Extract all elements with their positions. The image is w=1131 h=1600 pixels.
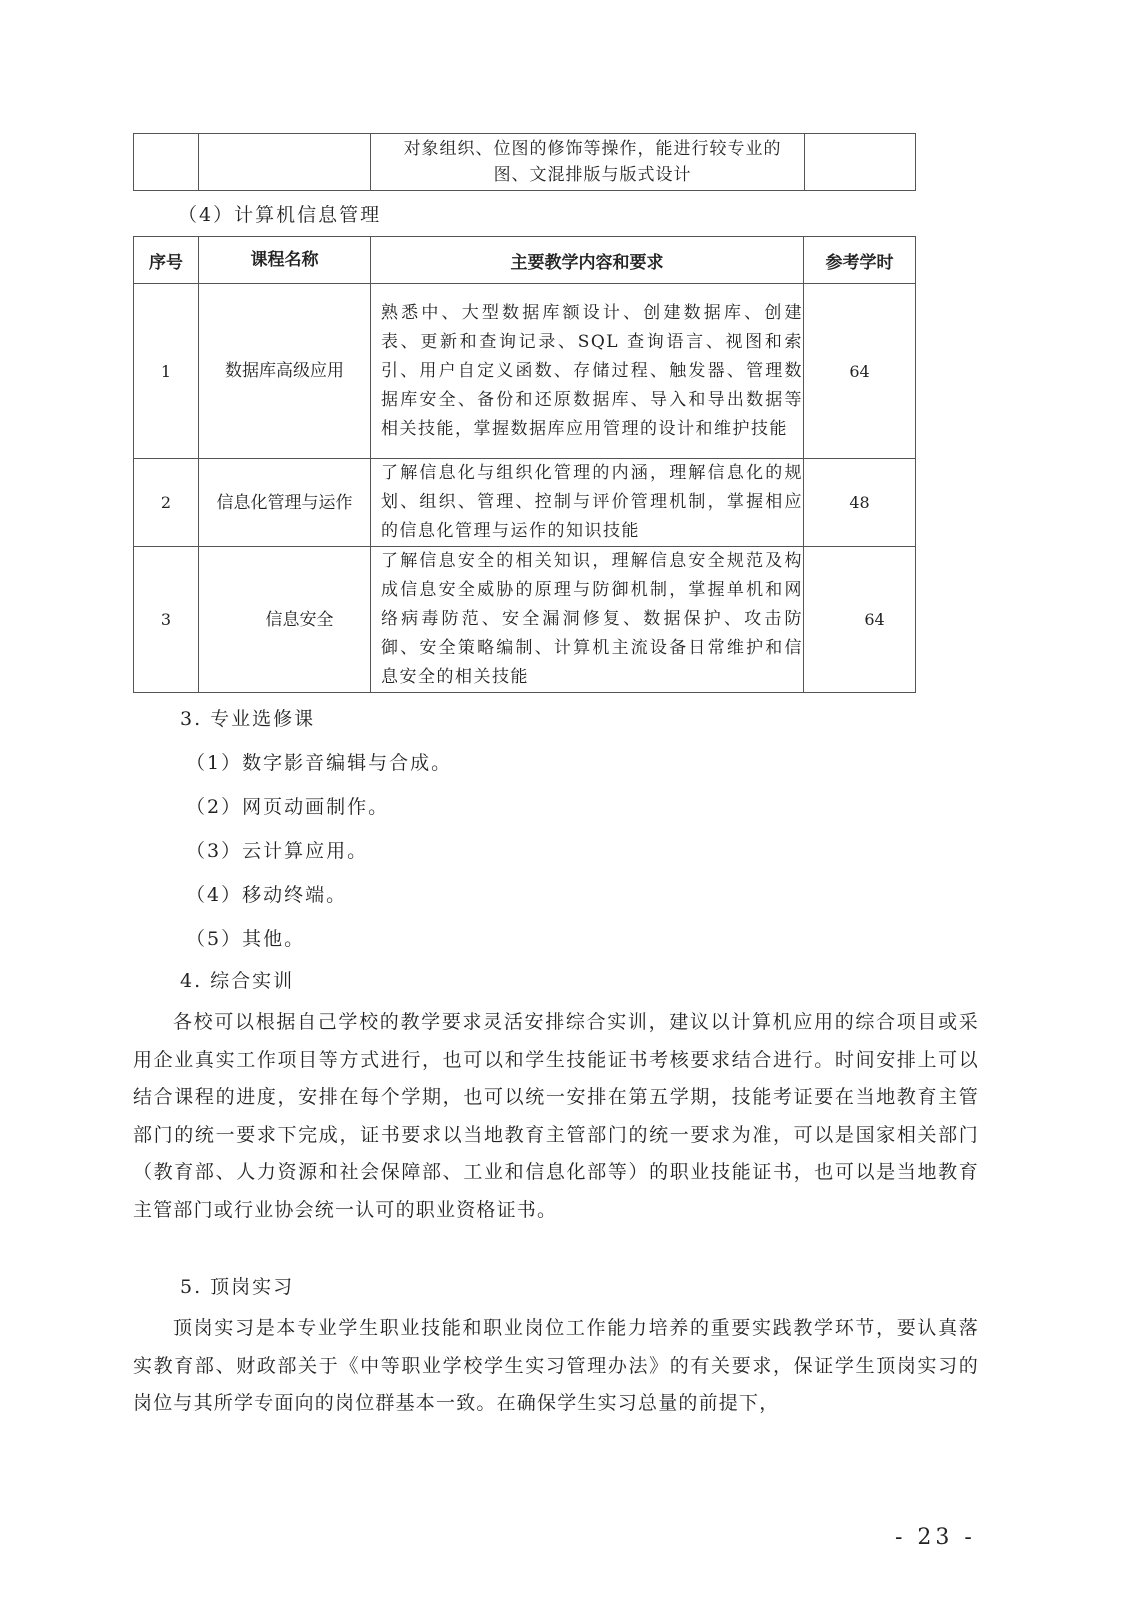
cell-hours: 64 xyxy=(804,284,916,459)
header-name: 课程名称 xyxy=(199,237,371,284)
cell-hours xyxy=(804,134,915,191)
elective-item: （4）移动终端。 xyxy=(186,884,348,906)
cell-no: 3 xyxy=(134,547,199,693)
cell-desc: 熟悉中、大型数据库额设计、创建数据库、创建表、更新和查询记录、SQL 查询语言、视图和索引、用户自定义函数、存储过程、触发器、管理数据库安全、备份和还原数据库、导入和导出数据等相关技能，掌握数据库应用管理的设计和维护技能 xyxy=(371,284,804,459)
continued-table xyxy=(133,133,916,191)
training-heading: 4. 综合实训 xyxy=(180,970,295,992)
cell-desc: 了解信息安全的相关知识，理解信息安全规范及构成信息安全威胁的原理与防御机制，掌握单机和网络病毒防范、安全漏洞修复、数据保护、攻击防御、安全策略编制、计算机主流设备日常维护和信息安全的相关技能 xyxy=(371,547,804,693)
electives-heading: 3. 专业选修课 xyxy=(180,708,316,730)
table-row xyxy=(134,134,916,191)
elective-item: （1）数字影音编辑与合成。 xyxy=(186,752,453,774)
page-number: - 23 - xyxy=(895,1525,976,1550)
cell-no xyxy=(134,134,199,191)
course-table xyxy=(133,236,916,693)
cell-name: 信息化管理与运作 xyxy=(199,459,371,547)
cell-no: 2 xyxy=(134,459,199,547)
elective-item: （2）网页动画制作。 xyxy=(186,796,390,818)
header-no: 序号 xyxy=(134,237,199,284)
cell-hours: 64 xyxy=(804,547,916,693)
elective-item: （5）其他。 xyxy=(186,928,306,950)
cell-no: 1 xyxy=(134,284,199,459)
elective-item: （3）云计算应用。 xyxy=(186,840,369,862)
table-row xyxy=(134,459,916,547)
header-desc: 主要教学内容和要求 xyxy=(371,237,804,284)
cell-hours: 48 xyxy=(804,459,916,547)
internship-heading: 5. 顶岗实习 xyxy=(180,1276,295,1298)
section-heading: （4）计算机信息管理 xyxy=(178,204,382,226)
training-paragraph: 各校可以根据自己学校的教学要求灵活安排综合实训，建议以计算机应用的综合项目或采用企业真实工作项目等方式进行，也可以和学生技能证书考核要求结合进行。时间安排上可以结合课程的进度，安排在每个学期，也可以统一安排在第五学期，技能考证要在当地教育主管部门的统一要求下完成，证书要求以当地教育主管部门的统一要求为准，可以是国家相关部门（教育部、人力资源和社会保障部、工业和信息化部等）的职业技能证书，也可以是当地教育主管部门或行业协会统一认可的职业资格证书。 xyxy=(133,1011,979,1221)
cell-desc xyxy=(371,134,805,191)
cell-name xyxy=(199,134,371,191)
cell-desc: 了解信息化与组织化管理的内涵，理解信息化的规划、组织、管理、控制与评价管理机制，掌握相应的信息化管理与运作的知识技能 xyxy=(371,459,804,547)
table-row xyxy=(134,284,916,459)
desc-line: 对象组织、位图的修饰等操作，能进行较专业的 xyxy=(403,139,782,159)
table-row xyxy=(134,547,916,693)
cell-name: 信息安全 xyxy=(199,547,371,693)
desc-line: 图、文混排版与版式设计 xyxy=(493,165,692,185)
table-header-row xyxy=(134,237,916,284)
internship-paragraph: 顶岗实习是本专业学生职业技能和职业岗位工作能力培养的重要实践教学环节，要认真落实教育部、财政部关于《中等职业学校学生实习管理办法》的有关要求，保证学生顶岗实习的岗位与其所学专面向的岗位群基本一致。在确保学生实习总量的前提下， xyxy=(133,1317,979,1414)
header-hours: 参考学时 xyxy=(804,237,916,284)
cell-name: 数据库高级应用 xyxy=(199,284,371,459)
